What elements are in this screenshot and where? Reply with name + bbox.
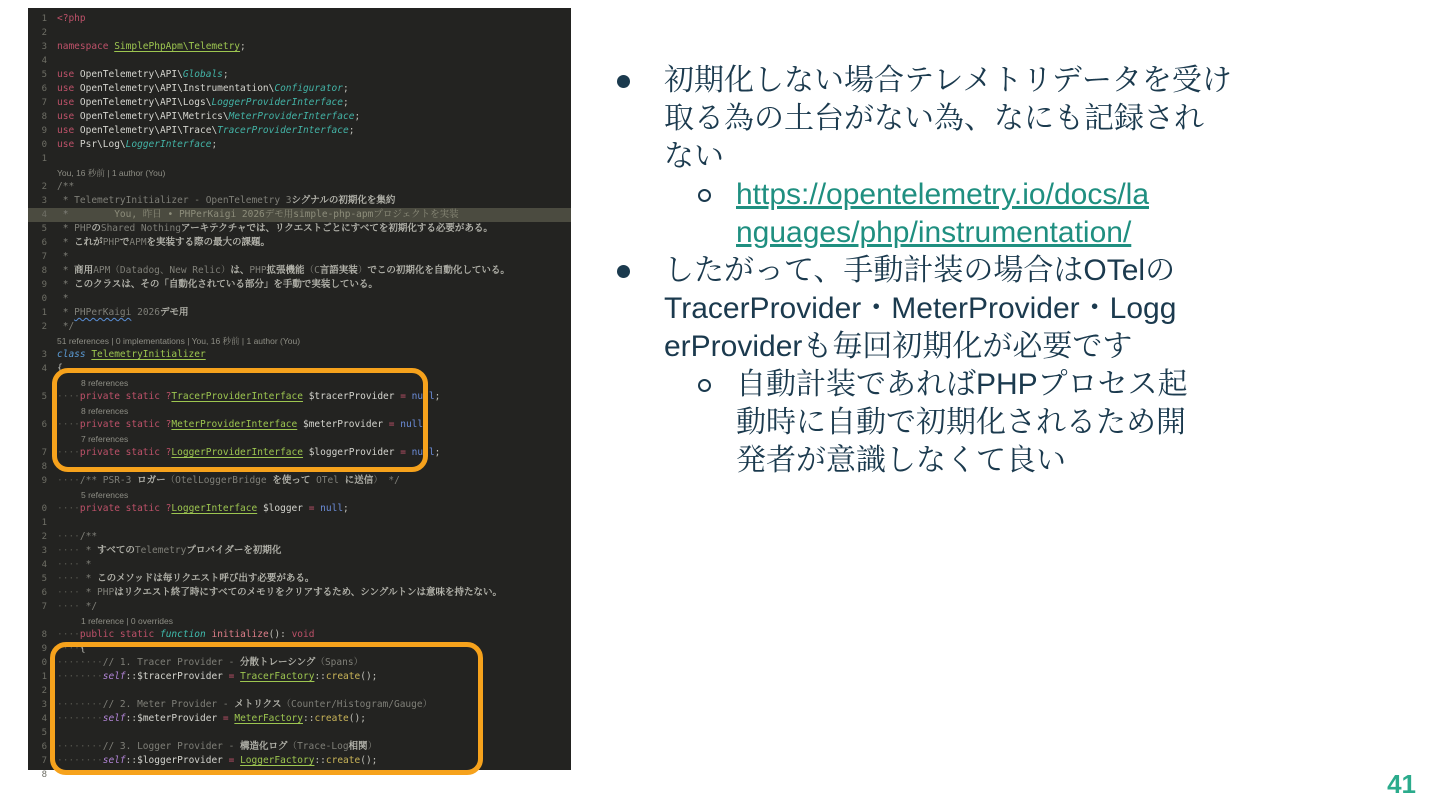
bullet-text-line: nguages/php/instrumentation/ [736, 216, 1132, 249]
line-number [28, 166, 52, 180]
code-line-text: ········// 3. Logger Provider - 構造化ログ（Trace-Log相関） [57, 741, 378, 752]
bullet-item [612, 252, 1282, 366]
bullet-text-line: TracerProvider・MeterProvider・Logg [664, 292, 1177, 325]
line-number: 4 [41, 210, 47, 220]
code-line [28, 530, 571, 544]
code-line-text: ····private static ?LoggerProviderInterface $loggerProvider = null; [57, 447, 441, 458]
bullet-circle-icon [698, 379, 711, 392]
line-number: 6 [41, 238, 47, 248]
line-number: 6 [41, 588, 47, 598]
line-number: 5 [41, 728, 47, 738]
line-number: 3 [41, 196, 47, 206]
code-line-text: ···· * このメソッドは毎リクエスト呼び出す必要がある。 [57, 573, 315, 584]
annotation-box-initialize-body [50, 642, 483, 775]
code-line-text: ········// 1. Tracer Provider - 分散トレーシング（Spans） [57, 657, 364, 668]
code-line-text: * PHPのShared Nothingアーキテクチャでは、リクエストごとにすべてを初期化する必要がある。 [57, 223, 493, 234]
code-line-text [52, 152, 571, 166]
code-lens-text: 7 references [81, 434, 129, 444]
bullet-text-line: 発者が意識しなくて良い [736, 444, 1066, 477]
doc-link[interactable] [736, 176, 1216, 252]
code-line [28, 68, 571, 82]
code-line-text: class TelemetryInitializer [57, 349, 206, 360]
code-line-text: ····private static ?TracerProviderInterface $tracerProvider = null; [57, 391, 441, 402]
code-lens-text: 8 references [81, 378, 129, 388]
line-number: 4 [41, 56, 47, 66]
line-number: 3 [41, 546, 47, 556]
code-line-text: * このクラスは、その「自動化されている部分」を手動で実装している。 [57, 279, 378, 290]
line-number [28, 614, 52, 628]
line-number: 1 [41, 672, 47, 682]
bullet-text [736, 366, 1216, 480]
code-line [28, 320, 571, 334]
line-number: 9 [41, 644, 47, 654]
line-number: 3 [41, 350, 47, 360]
bullet-item [696, 366, 1282, 480]
code-line [28, 278, 571, 292]
code-line-text: * 商用APM（Datadog、New Relic）は、PHP拡張機能（C言語実装）でこの初期化を自動化している。 [57, 265, 510, 276]
line-number: 0 [41, 658, 47, 668]
line-number: 0 [41, 294, 47, 304]
line-number: 7 [41, 448, 47, 458]
code-line-text [52, 54, 571, 68]
code-line [28, 516, 571, 530]
line-number: 7 [41, 602, 47, 612]
code-line [28, 572, 571, 586]
bullet-list [612, 62, 1282, 480]
code-line [28, 12, 571, 26]
code-lens-text: 51 references | 0 implementations | You, 16 秒前 | 1 author (You) [57, 336, 301, 346]
line-number: 9 [41, 126, 47, 136]
code-line [28, 264, 571, 278]
line-number: 8 [41, 770, 47, 780]
line-number: 8 [41, 462, 47, 472]
code-line [28, 194, 571, 208]
bullet-text-line: erProviderも毎回初期化が必要です [664, 330, 1133, 363]
code-lens-line [28, 166, 571, 180]
line-number: 8 [41, 112, 47, 122]
code-line [28, 152, 571, 166]
line-number [28, 404, 52, 418]
line-number [28, 376, 52, 390]
line-number: 1 [41, 14, 47, 24]
code-lens-line [28, 614, 571, 628]
code-line-text: ····{ [57, 643, 86, 654]
line-number: 2 [41, 322, 47, 332]
code-line-text: ····private static ?MeterProviderInterface $meterProvider = null; [57, 419, 429, 430]
code-line-text: namespace SimplePhpApm\Telemetry; [57, 41, 246, 52]
code-line-text [52, 516, 571, 530]
line-number: 0 [41, 504, 47, 514]
bullet-text-line: 初期化しない場合テレメトリデータを受け [664, 64, 1232, 97]
code-line-text: ···· */ [57, 601, 98, 612]
code-line-text: ········self::$meterProvider = MeterFactory::create(); [57, 713, 366, 724]
line-number: 2 [41, 182, 47, 192]
bullet-marker-cell [612, 252, 664, 366]
line-number: 8 [41, 630, 47, 640]
bullet-item [696, 176, 1282, 252]
bullet-marker-cell [696, 366, 736, 480]
line-number: 2 [41, 686, 47, 696]
code-line-text: ····private static ?LoggerInterface $logger = null; [57, 503, 349, 514]
code-lens-text: 8 references [81, 406, 129, 416]
code-lens-text: 5 references [81, 490, 129, 500]
code-lens-line [28, 488, 571, 502]
code-line-text: ···· * すべてのTelemetryプロバイダーを初期化 [57, 545, 282, 556]
code-line-text: * TelemetryInitializer - OpenTelemetry 3シグナルの初期化を集約 [57, 195, 396, 206]
code-line-text: ····/** PSR-3 ロガー（OtelLoggerBridge を使って OTel に送信） */ [57, 475, 400, 486]
bullet-disc-icon [617, 75, 630, 88]
line-number: 9 [41, 280, 47, 290]
code-line [28, 110, 571, 124]
line-number: 3 [41, 700, 47, 710]
code-line-text: ········// 2. Meter Provider - メトリクス（Counter/Histogram/Gauge） [57, 699, 433, 710]
line-number: 6 [41, 84, 47, 94]
code-lens-text: 1 reference | 0 overrides [81, 616, 173, 626]
code-line [28, 180, 571, 194]
code-line-text: * [57, 293, 69, 304]
code-line-text: use Psr\Log\LoggerInterface; [57, 139, 218, 150]
line-number: 5 [41, 392, 47, 402]
code-line-text: use OpenTelemetry\API\Globals; [57, 69, 229, 80]
code-line [28, 124, 571, 138]
bullet-text [664, 252, 1254, 366]
line-number: 1 [41, 154, 47, 164]
line-number: 4 [41, 714, 47, 724]
line-number: 6 [41, 742, 47, 752]
code-line [28, 236, 571, 250]
line-number: 7 [41, 756, 47, 766]
page-number: 41 [1387, 769, 1416, 799]
line-number: 8 [41, 266, 47, 276]
code-line [28, 292, 571, 306]
bullet-circle-icon [698, 189, 711, 202]
line-number: 4 [41, 364, 47, 374]
code-line-text: use OpenTelemetry\API\Trace\TracerProviderInterface; [57, 125, 355, 136]
bullet-marker-cell [696, 176, 736, 252]
code-lens-text: You, 16 秒前 | 1 author (You) [57, 168, 166, 178]
line-number: 5 [41, 224, 47, 234]
code-line [28, 544, 571, 558]
code-line [28, 26, 571, 40]
code-line-text: ···· * PHPはリクエスト終了時にすべてのメモリをクリアするため、シングルトンは意味を持たない。 [57, 587, 503, 598]
code-line-text: use OpenTelemetry\API\Logs\LoggerProviderInterface; [57, 97, 349, 108]
code-line-text: /** [57, 181, 75, 192]
line-number: 2 [41, 28, 47, 38]
line-number: 3 [41, 42, 47, 52]
line-number: 5 [41, 574, 47, 584]
code-line [28, 250, 571, 264]
code-line-text: * これがPHPでAPMを実装する際の最大の課題。 [57, 237, 271, 248]
code-line-text: ········self::$loggerProvider = LoggerFactory::create(); [57, 755, 378, 766]
code-line-text: * [57, 251, 69, 262]
bullet-disc-icon [617, 265, 630, 278]
code-line-text: ········self::$tracerProvider = TracerFactory::create(); [57, 671, 378, 682]
line-number: 7 [41, 252, 47, 262]
code-line [28, 82, 571, 96]
annotation-box-static-properties [52, 368, 428, 472]
code-line [28, 306, 571, 320]
line-number: 2 [41, 532, 47, 542]
code-line [28, 558, 571, 572]
bullet-text-line: https://opentelemetry.io/docs/la [736, 178, 1149, 211]
code-line-text: * PHPerKaigi 2026デモ用 [57, 307, 189, 318]
bullet-marker-cell [612, 62, 664, 176]
bullet-text-line: ない [664, 140, 724, 173]
line-number: 7 [41, 98, 47, 108]
code-line [28, 222, 571, 236]
code-line-text: ····public static function initialize(): void [57, 629, 315, 640]
code-line [28, 96, 571, 110]
code-line-text: <?php [57, 13, 86, 24]
line-number: 4 [41, 560, 47, 570]
bullet-text-line: したがって、手動計装の場合はOTelの [664, 254, 1176, 287]
line-number: 6 [41, 420, 47, 430]
line-number: 0 [41, 140, 47, 150]
code-line [28, 628, 571, 642]
code-line-text: ····/** [57, 531, 98, 542]
bullet-text-line: 動時に自動で初期化されるため開 [736, 406, 1186, 439]
line-number: 1 [41, 308, 47, 318]
code-line [28, 586, 571, 600]
code-line-text: * You, 昨日 • PHPerKaigi 2026デモ用simple-php-apmプロジェクトを実装 [57, 209, 459, 220]
code-line [28, 600, 571, 614]
code-line [28, 208, 571, 222]
code-line [28, 474, 571, 488]
code-line-text: use OpenTelemetry\API\Instrumentation\Configurator; [57, 83, 349, 94]
bullet-item [612, 62, 1282, 176]
line-number: 9 [41, 476, 47, 486]
code-line-text: ···· * [57, 559, 92, 570]
code-line [28, 40, 571, 54]
code-line [28, 54, 571, 68]
line-number [28, 432, 52, 446]
line-number: 1 [41, 518, 47, 528]
code-line-text: { [57, 363, 63, 374]
bullet-text-line: 取る為の土台がない為、なにも記録され [664, 102, 1204, 135]
code-line-text: use OpenTelemetry\API\Metrics\MeterProviderInterface; [57, 111, 361, 122]
line-number: 5 [41, 70, 47, 80]
code-line [28, 502, 571, 516]
code-lens-line [28, 334, 571, 348]
code-line-text: */ [57, 321, 75, 332]
line-number [28, 334, 52, 348]
code-line [28, 348, 571, 362]
bullet-text [664, 62, 1254, 176]
code-line [28, 138, 571, 152]
bullet-text-line: 自動計装であればPHPプロセス起 [736, 368, 1188, 401]
line-number [28, 488, 52, 502]
code-line-text [52, 26, 571, 40]
